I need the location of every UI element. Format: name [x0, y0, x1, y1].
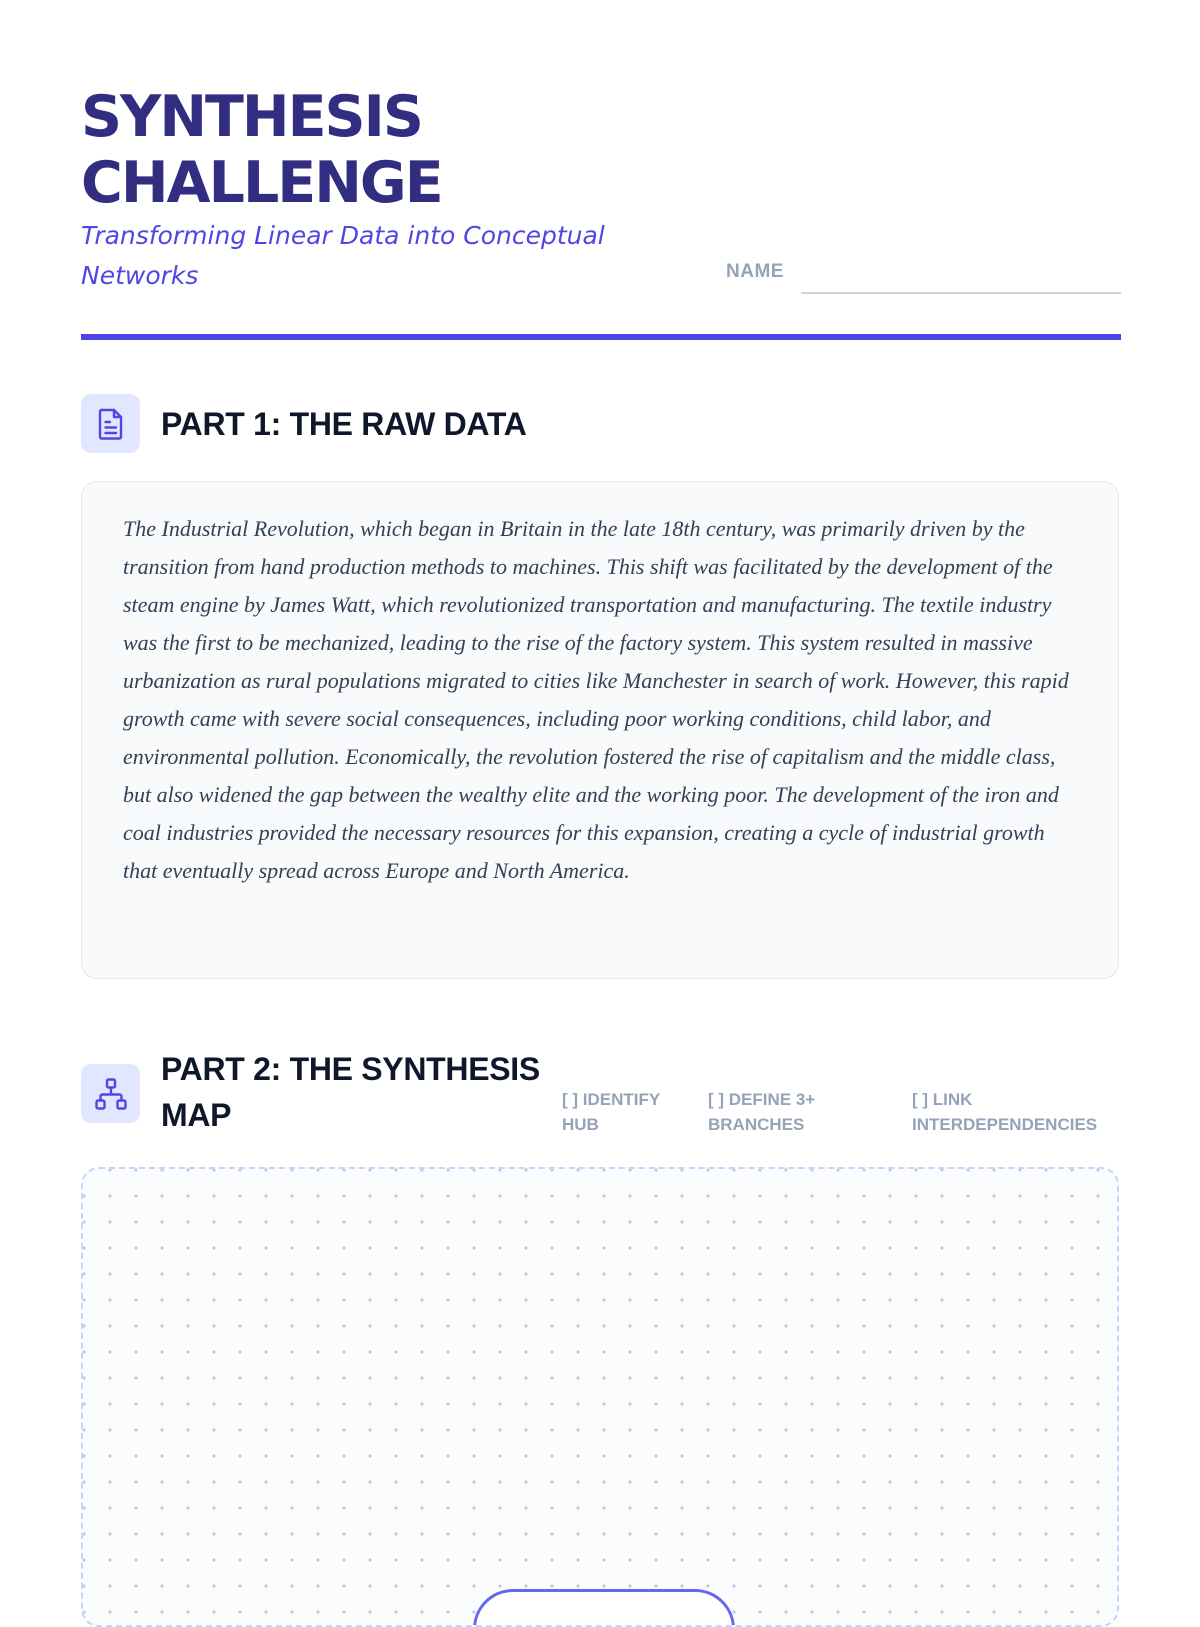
worksheet-title	[81, 84, 641, 216]
name-field[interactable]	[801, 292, 1121, 294]
title-line-2: CHALLENGE	[81, 150, 442, 216]
worksheet-header	[81, 84, 1121, 338]
header-divider	[81, 334, 1121, 340]
title-line-1: SYNTHESIS	[81, 84, 422, 150]
checklist-item[interactable]: [ ] DEFINE 3+ BRANCHES	[708, 1090, 816, 1134]
checklist-item[interactable]: [ ] IDENTIFY HUB	[562, 1090, 660, 1134]
checklist-item[interactable]: [ ] LINK INTERDEPENDENCIES	[912, 1090, 1098, 1134]
name-label: NAME	[726, 261, 784, 282]
part1-title: PART 1: THE RAW DATA	[161, 406, 527, 442]
part1-heading	[81, 394, 1121, 454]
document-icon	[81, 394, 140, 453]
hub-node[interactable]	[473, 1589, 735, 1627]
worksheet-subtitle: Transforming Linear Data into Conceptual Networks	[81, 221, 605, 290]
synthesis-map-canvas[interactable]	[81, 1167, 1119, 1627]
checklist	[562, 1087, 1122, 1139]
raw-data-box	[81, 481, 1119, 979]
worksheet-page	[81, 0, 1121, 1600]
part2-title: PART 2: THE SYNTHESIS MAP	[161, 1051, 540, 1133]
raw-data-text: The Industrial Revolution, which began in Britain in the late 18th century, was primarily driven by the transition from hand production methods to machines. This shift was facilitated by the development of the steam engine by James Watt, which revolutionized transportation and manufacturing. The textile industry was the first to be mechanized, leading to the rise of the factory system. This system resulted in massive urbanization as rural populations migrated to cities like Manchester in search of work. However, this rapid growth came with severe social consequences, including poor working conditions, child labor, and environmental pollution. Economically, the revolution fostered the rise of capitalism and the middle class, but also widened the gap between the wealthy elite and the working poor. The development of the iron and coal industries provided the necessary resources for this expansion, creating a cycle of industrial growth that eventually spread across Europe and North America.	[123, 516, 1069, 883]
hierarchy-icon	[81, 1064, 140, 1123]
